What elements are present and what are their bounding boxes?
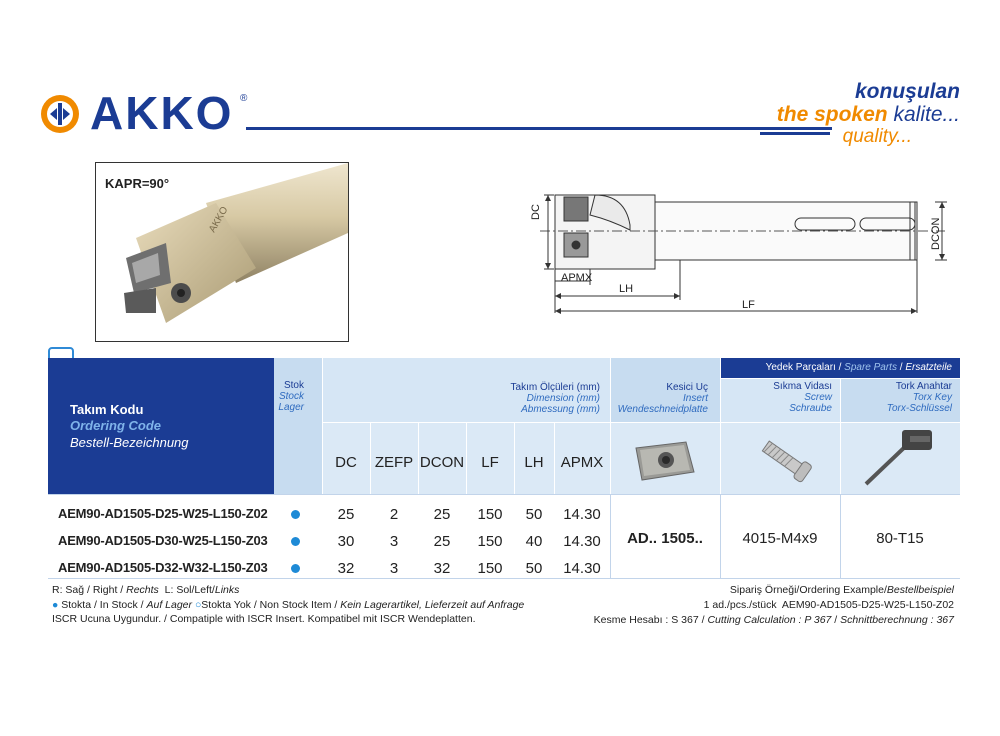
col-lf: LF — [481, 454, 499, 471]
spare-parts-de: Ersatzteile — [905, 362, 952, 373]
footer-right3 — [594, 614, 954, 626]
row-dc: 25 — [337, 506, 355, 523]
dimension-header-text — [420, 382, 600, 415]
slogan-line2 — [777, 103, 960, 127]
screw-header-tr: Sıkma Vidası — [773, 381, 832, 392]
col-apmx: APMX — [560, 454, 604, 471]
row-dc: 32 — [337, 560, 355, 577]
row-code: AEM90-AD1505-D25-W25-L150-Z02 — [58, 506, 268, 521]
legend-stock-dot: ● — [52, 599, 59, 611]
row-lf: 150 — [477, 506, 503, 523]
stock-header-cell — [274, 358, 322, 494]
in-stock-dot — [291, 510, 300, 519]
insert-header-text — [612, 382, 708, 415]
footer-line2 — [52, 599, 524, 611]
dimension-header-en: Dimension (mm) — [526, 393, 600, 404]
torx-header-tr: Tork Anahtar — [895, 381, 952, 392]
torx-header-de: Torx-Schlüssel — [886, 403, 952, 414]
footer-right1-b: Bestellbeispiel — [886, 584, 954, 596]
row-lh: 50 — [525, 560, 543, 577]
footer-line2-a: Stokta / In Stock / — [61, 599, 147, 611]
screw-header-text — [722, 381, 832, 414]
footer-right2: 1 ad./pcs./stück AEM90-AD1505-D25-W25-L150-Z02 — [703, 599, 954, 611]
footer-right1 — [730, 584, 954, 596]
col-dc: DC — [335, 454, 357, 471]
ordering-code-tr: Takım Kodu — [70, 402, 144, 417]
row-zefp: 3 — [389, 533, 399, 550]
spare-parts-header-text: Yedek Parçaları / Spare Parts / Ersatzteile — [765, 362, 952, 373]
slogan-line2-rest: kalite... — [893, 103, 960, 126]
screw-header-en: Screw — [804, 392, 832, 403]
stock-header-de: Lager — [278, 402, 304, 413]
row-code: AEM90-AD1505-D32-W32-L150-Z03 — [58, 560, 268, 575]
lh-dim-label: LH — [619, 283, 634, 295]
table-row — [48, 503, 960, 525]
lf-dim-label: LF — [742, 299, 755, 311]
legend-nonstock-circle: ○ — [194, 599, 202, 611]
screw-icon — [748, 430, 818, 486]
brand-name: AKKO — [90, 87, 234, 139]
header-rule — [246, 127, 832, 130]
col-lh: LH — [524, 454, 544, 471]
dc-dim-label: DC — [530, 204, 542, 220]
torx-header-en: Torx Key — [912, 392, 952, 403]
footer-line1-d: Links — [214, 584, 240, 596]
footer-right3-d: Schnittberechnung : 367 — [840, 614, 954, 626]
row-dcon: 25 — [433, 506, 451, 523]
row-zefp: 3 — [389, 560, 399, 577]
spare-parts-en: Spare Parts — [844, 362, 897, 373]
screw-value: 4015-M4x9 — [742, 530, 818, 547]
footer-line3: ISCR Ucuna Uygundur. / Compatiple with ISCR Insert. Kompatibel mit ISCR Wendeplatten. — [52, 613, 476, 625]
ordering-code-de: Bestell-Bezeichnung — [70, 435, 189, 450]
footer-line2-b: Auf Lager — [146, 599, 193, 611]
col-dcon: DCON — [419, 454, 465, 471]
row-apmx: 14.30 — [563, 533, 601, 550]
akko-logo-icon — [40, 94, 80, 134]
insert-icon — [630, 438, 700, 484]
kapr-label: KAPR=90° — [105, 176, 170, 191]
footer-right3-a: Kesme Hesabı : S 367 / — [593, 614, 708, 626]
insert-header-tr: Kesici Uç — [666, 382, 708, 393]
slogan-line1: konuşulan — [854, 80, 960, 103]
footer-line2-c: Stokta Yok / Non Stock Item / — [201, 599, 341, 611]
svg-text:AKKO: AKKO — [207, 204, 231, 235]
dcon-dim-label: DCON — [930, 217, 942, 250]
apmx-dim-label: APMX — [561, 272, 593, 284]
footer-right3-c: / — [831, 614, 841, 626]
in-stock-dot — [291, 537, 300, 546]
row-zefp: 2 — [389, 506, 399, 523]
registered-mark: ® — [240, 93, 248, 104]
screw-header-de: Schraube — [789, 403, 832, 414]
row-lh: 50 — [525, 506, 543, 523]
table-row — [48, 557, 960, 579]
footer-right3-b: Cutting Calculation : P 367 — [707, 614, 832, 626]
row-apmx: 14.30 — [563, 560, 601, 577]
footer-line2-d: Kein Lagerartikel, Lieferzeit auf Anfrage — [340, 599, 525, 611]
dimension-header-tr: Takım Ölçüleri (mm) — [510, 382, 600, 393]
slogan-line3: quality... — [842, 126, 912, 147]
row-apmx: 14.30 — [563, 506, 601, 523]
torx-header-text — [842, 381, 952, 414]
in-stock-dot — [291, 564, 300, 573]
row-dcon: 25 — [433, 533, 451, 550]
stock-header-tr: Stok — [283, 380, 304, 391]
insert-value: AD.. 1505.. — [627, 530, 703, 547]
row-dcon: 32 — [433, 560, 451, 577]
footer-line1-b: Rechts — [126, 584, 159, 596]
row-lh: 40 — [525, 533, 543, 550]
row-lf: 150 — [477, 560, 503, 577]
footer-line1-c: L: Sol/Left/ — [158, 584, 215, 596]
header-rule-tail — [760, 132, 830, 135]
row-lf: 150 — [477, 533, 503, 550]
col-zefp: ZEFP — [374, 454, 414, 471]
footer-line1-a: R: Sağ / Right / — [52, 584, 127, 596]
spare-parts-tr: Yedek Parçaları — [765, 362, 836, 373]
insert-header-en: Insert — [682, 393, 708, 404]
stock-header-text — [274, 380, 304, 413]
footer-line1 — [52, 584, 239, 596]
footer-right1-a: Sipariş Örneği/Ordering Example/ — [729, 584, 887, 596]
row-dc: 30 — [337, 533, 355, 550]
torx-key-icon — [858, 428, 938, 490]
stock-header-en: Stock — [278, 391, 304, 402]
torx-value: 80-T15 — [876, 530, 924, 547]
insert-header-de: Wendeschneidplatte — [617, 404, 708, 415]
row-code: AEM90-AD1505-D30-W25-L150-Z03 — [58, 533, 268, 548]
ordering-code-en: Ordering Code — [70, 418, 162, 433]
dimension-header-de: Abmessung (mm) — [521, 404, 600, 415]
slogan-line2-highlight: the spoken — [776, 103, 888, 126]
